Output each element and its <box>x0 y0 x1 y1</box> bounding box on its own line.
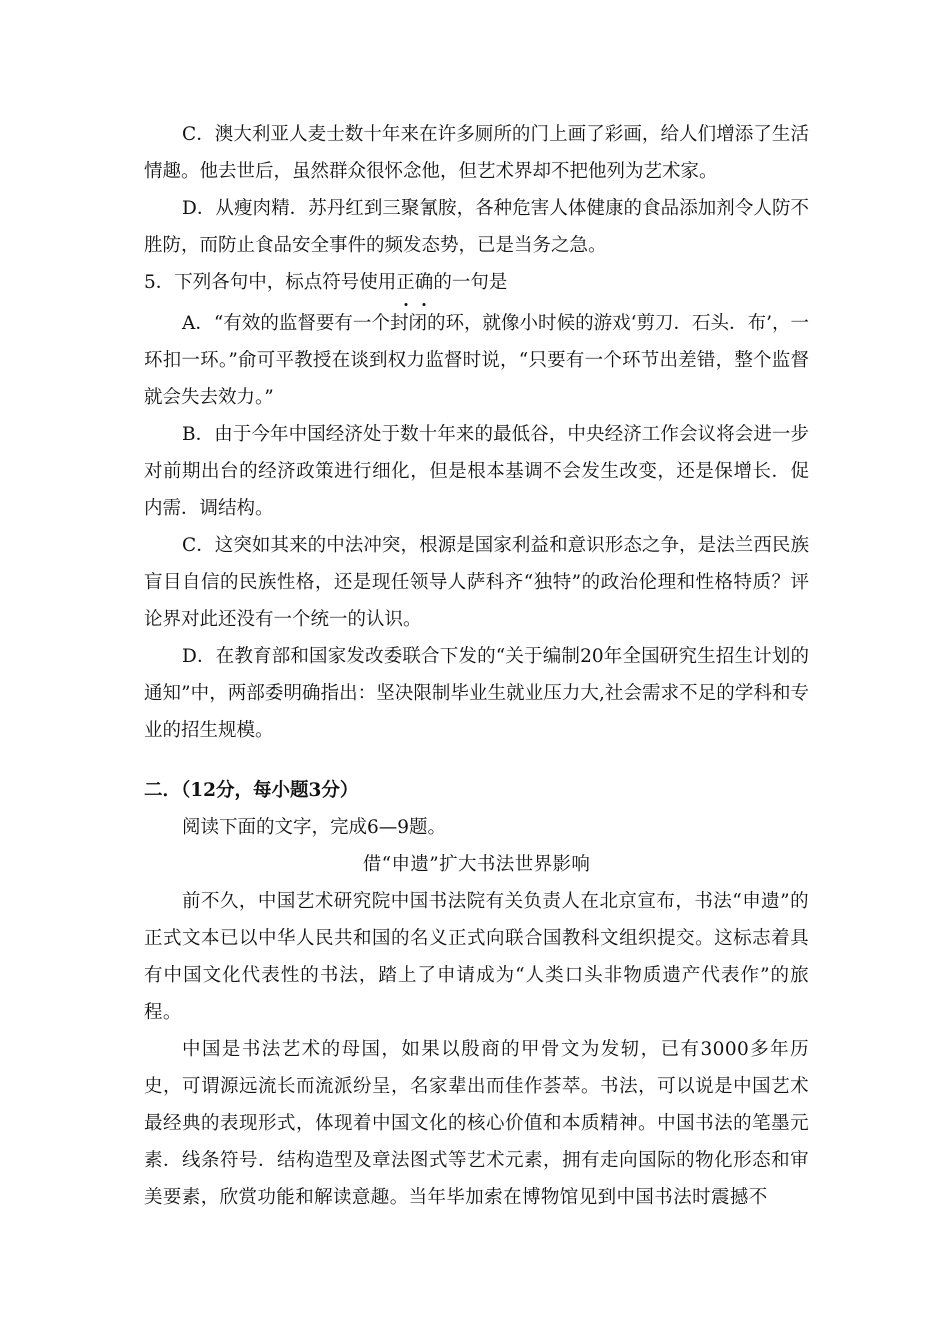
q5-stem <box>144 264 809 301</box>
q5-option-a: A．“有效的监督要有一个封闭的环，就像小时候的游戏‘剪刀．石头．布’，一环扣一环。”俞可平教授在谈到权力监督时说，“只要有一个环节出差错，整个监督就会失去效力。” <box>144 313 809 408</box>
q5-option-d: D．在教育部和国家发改委联合下发的“关于编制20年全国研究生招生计划的通知”中，两部委明确指出：坚决限制毕业生就业压力大,社会需求不足的学科和专业的招生规模。 <box>144 646 809 741</box>
section-2 <box>144 772 809 1216</box>
q5-question <box>144 264 809 749</box>
q4-options <box>144 116 809 264</box>
article-paragraph-2: 中国是书法艺术的母国，如果以殷商的甲骨文为发轫，已有3000多年历史，可谓源远流长而流派纷呈，名家辈出而佳作荟萃。书法，可以说是中国艺术最经典的表现形式，体现着中国文化的核心价值和本质精神。中国书法的笔墨元素．线条符号．结构造型及章法图式等艺术元素，拥有走向国际的物化形态和审美要素，欣赏功能和解读意趣。当年毕加索在博物馆见到中国书法时震撼不 <box>144 1039 809 1208</box>
q5-option-c: C．这突如其来的中法冲突，根源是国家利益和意识形态之争，是法兰西民族盲目自信的民族性格，还是现任领导人萨科齐“独特”的政治伦理和性格特质？评论界对此还没有一个统一的认识。 <box>144 535 809 630</box>
q4-option-c: C．澳大利亚人麦士数十年来在许多厕所的门上画了彩画，给人们增添了生活情趣。他去世后，虽然群众很怀念他，但艺术界却不把他列为艺术家。 <box>144 124 809 182</box>
q5-stem-after: 的一句是 <box>433 272 508 293</box>
article-title: 借“申遗”扩大书法世界影响 <box>362 854 591 875</box>
emphasis-dot-char: 确 <box>415 264 434 301</box>
q4-option-d: D．从瘦肉精．苏丹红到三聚氰胺，各种危害人体健康的食品添加剂令人防不胜防，而防止食品安全事件的频发态势，已是当务之急。 <box>144 198 809 256</box>
emphasis-dot-char: 正 <box>396 264 415 301</box>
q5-option-b: B．由于今年中国经济处于数十年来的最低谷，中央经济工作会议将会进一步对前期出台的经济政策进行细化，但是根本基调不会发生改变，还是保增长．促内需．调结构。 <box>144 424 809 519</box>
q5-stem-before: 5．下列各句中，标点符号使用 <box>144 272 397 293</box>
section-heading: 二．（12分，每小题3分） <box>144 780 359 801</box>
section-instruction: 阅读下面的文字，完成6—9题。 <box>182 817 447 838</box>
article-paragraph-1: 前不久，中国艺术研究院中国书法院有关负责人在北京宣布，书法“申遗”的正式文本已以中华人民共和国的名义正式向联合国教科文组织提交。这标志着具有中国文化代表性的书法，踏上了申请成为“人类口头非物质遗产代表作”的旅程。 <box>144 891 809 1023</box>
